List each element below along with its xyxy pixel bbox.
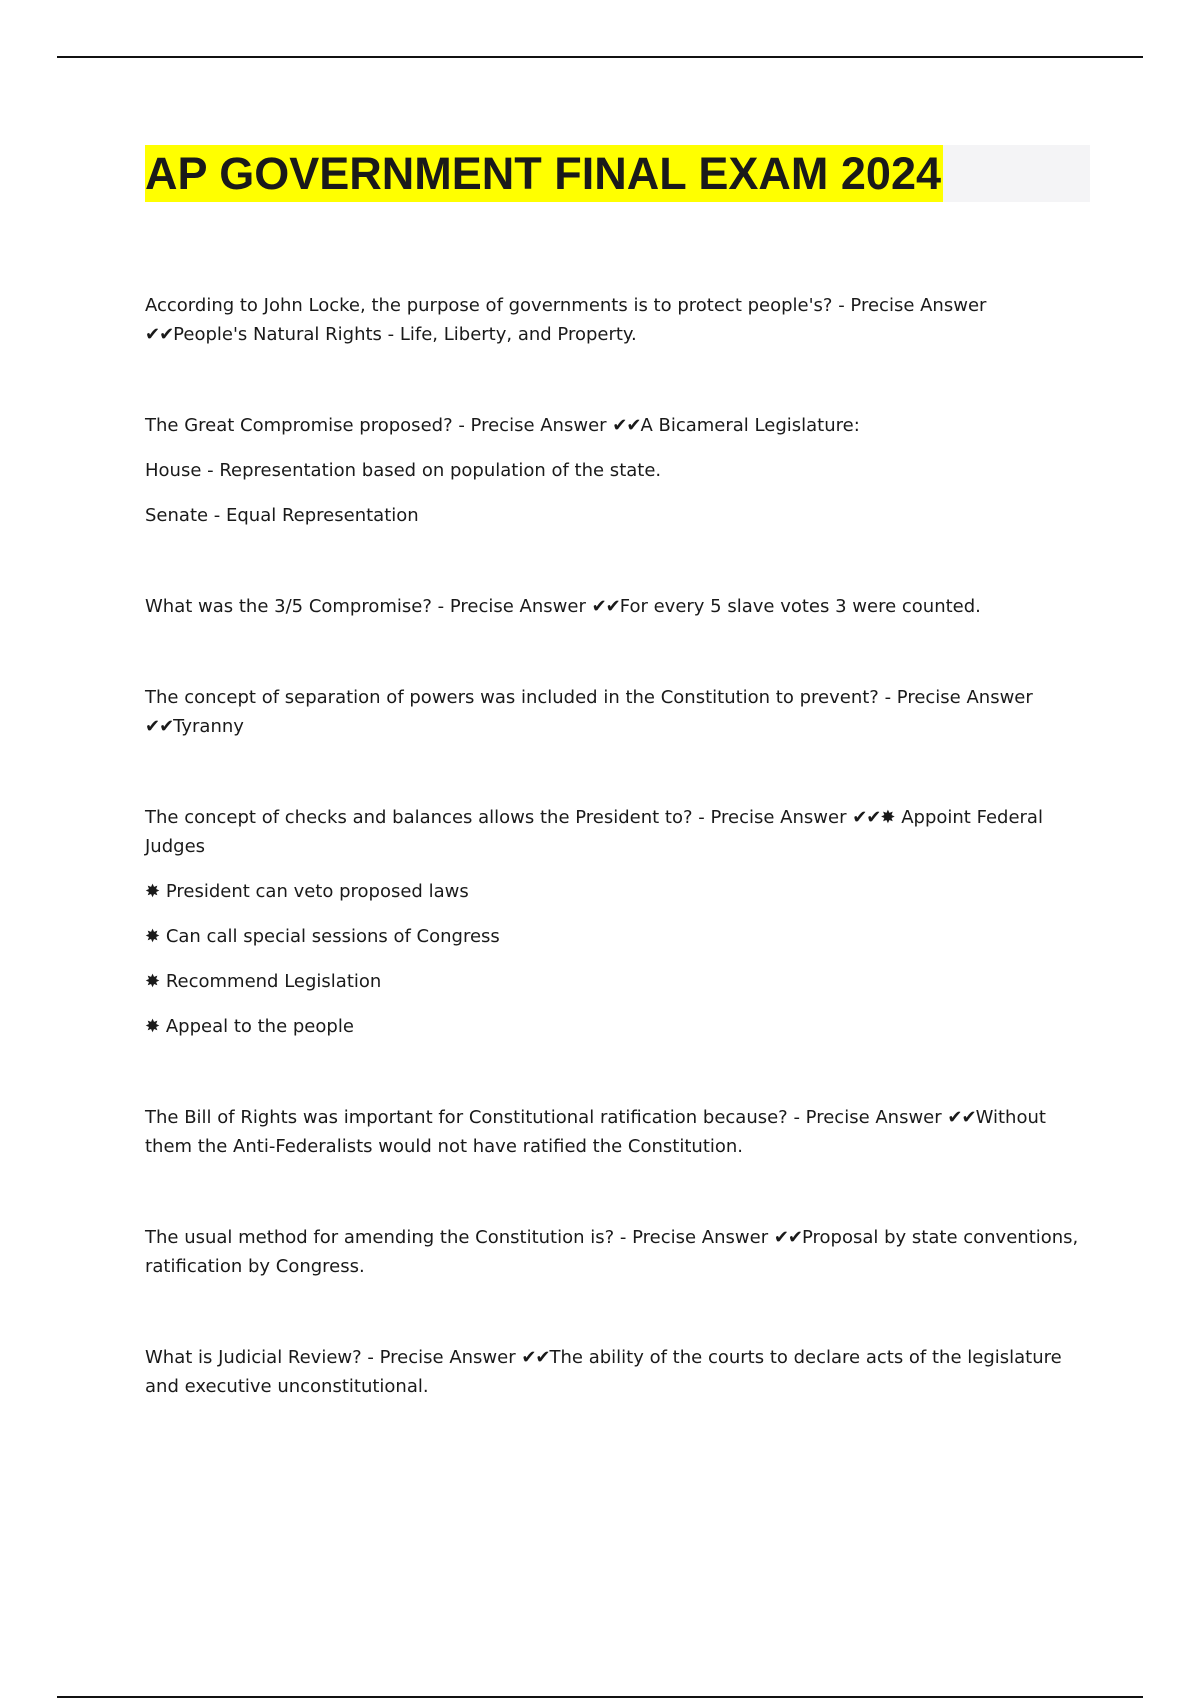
qa-item-separation-of-powers [145,683,1090,741]
bullet-item [145,1012,1090,1041]
qa-item-checks-and-balances [145,803,1090,1041]
bottom-rule [57,1696,1143,1698]
check-mark-icon: ✔✔ [612,415,641,436]
answer-text: The ability of the courts to declare acts of the legislature and executive unconstitutional. [145,1347,1062,1397]
qa-list [145,291,1090,1401]
question-text: The usual method for amending the Constitution is? - Precise Answer [145,1227,769,1248]
question-text: The concept of checks and balances allows the President to? - Precise Answer [145,807,847,828]
answer-text: People's Natural Rights - Life, Liberty, and Property. [173,324,637,345]
answer-text: Proposal by state conventions, ratification by Congress. [145,1227,1079,1277]
check-mark-icon: ✔✔ [591,596,620,617]
answer-text: Without them the Anti-Federalists would not have ratified the Constitution. [145,1107,1046,1157]
bullet-item [145,967,1090,996]
bullet-burst-icon: ✸ [145,971,161,992]
qa-item-great-compromise [145,411,1090,530]
title-band [145,145,1090,202]
bullet-text: President can veto proposed laws [165,881,469,902]
bullet-burst-icon: ✸ [880,807,896,828]
document-body [145,145,1090,1401]
check-mark-icon: ✔✔ [852,807,881,828]
question-text: The concept of separation of powers was included in the Constitution to prevent? - Precise Answer [145,687,1033,708]
bullet-burst-icon: ✸ [145,1016,161,1037]
bullet-text: Recommend Legislation [165,971,382,992]
answer-detail-line: Senate - Equal Representation [145,505,419,526]
bullet-text: Appeal to the people [165,1016,354,1037]
question-text: What is Judicial Review? - Precise Answer [145,1347,516,1368]
document-title: AP GOVERNMENT FINAL EXAM 2024 [145,145,943,202]
bullet-text: Can call special sessions of Congress [165,926,500,947]
qa-item-amending [145,1223,1090,1281]
qa-item-bill-of-rights [145,1103,1090,1161]
qa-item-three-fifths [145,592,1090,621]
qa-item-judicial-review [145,1343,1090,1401]
answer-text: For every 5 slave votes 3 were counted. [619,596,981,617]
bullet-item [145,877,1090,906]
check-mark-icon: ✔✔ [947,1107,976,1128]
check-mark-icon: ✔✔ [145,716,174,737]
bullet-burst-icon: ✸ [145,881,161,902]
qa-item-locke [145,291,1090,349]
top-rule [57,56,1143,58]
answer-text: Tyranny [173,716,244,737]
answer-text: A Bicameral Legislature: [640,415,860,436]
question-text: The Great Compromise proposed? - Precise Answer [145,415,607,436]
check-mark-icon: ✔✔ [773,1227,802,1248]
bullet-item [145,922,1090,951]
question-text: The Bill of Rights was important for Constitutional ratification because? - Precise Answer [145,1107,942,1128]
answer-text: Appoint Federal Judges [145,807,1043,857]
check-mark-icon: ✔✔ [145,324,174,345]
check-mark-icon: ✔✔ [521,1347,550,1368]
question-text: What was the 3/5 Compromise? - Precise Answer [145,596,586,617]
question-text: According to John Locke, the purpose of governments is to protect people's? - Precise Answer [145,295,987,316]
bullet-burst-icon: ✸ [145,926,161,947]
answer-detail-line: House - Representation based on population of the state. [145,460,662,481]
